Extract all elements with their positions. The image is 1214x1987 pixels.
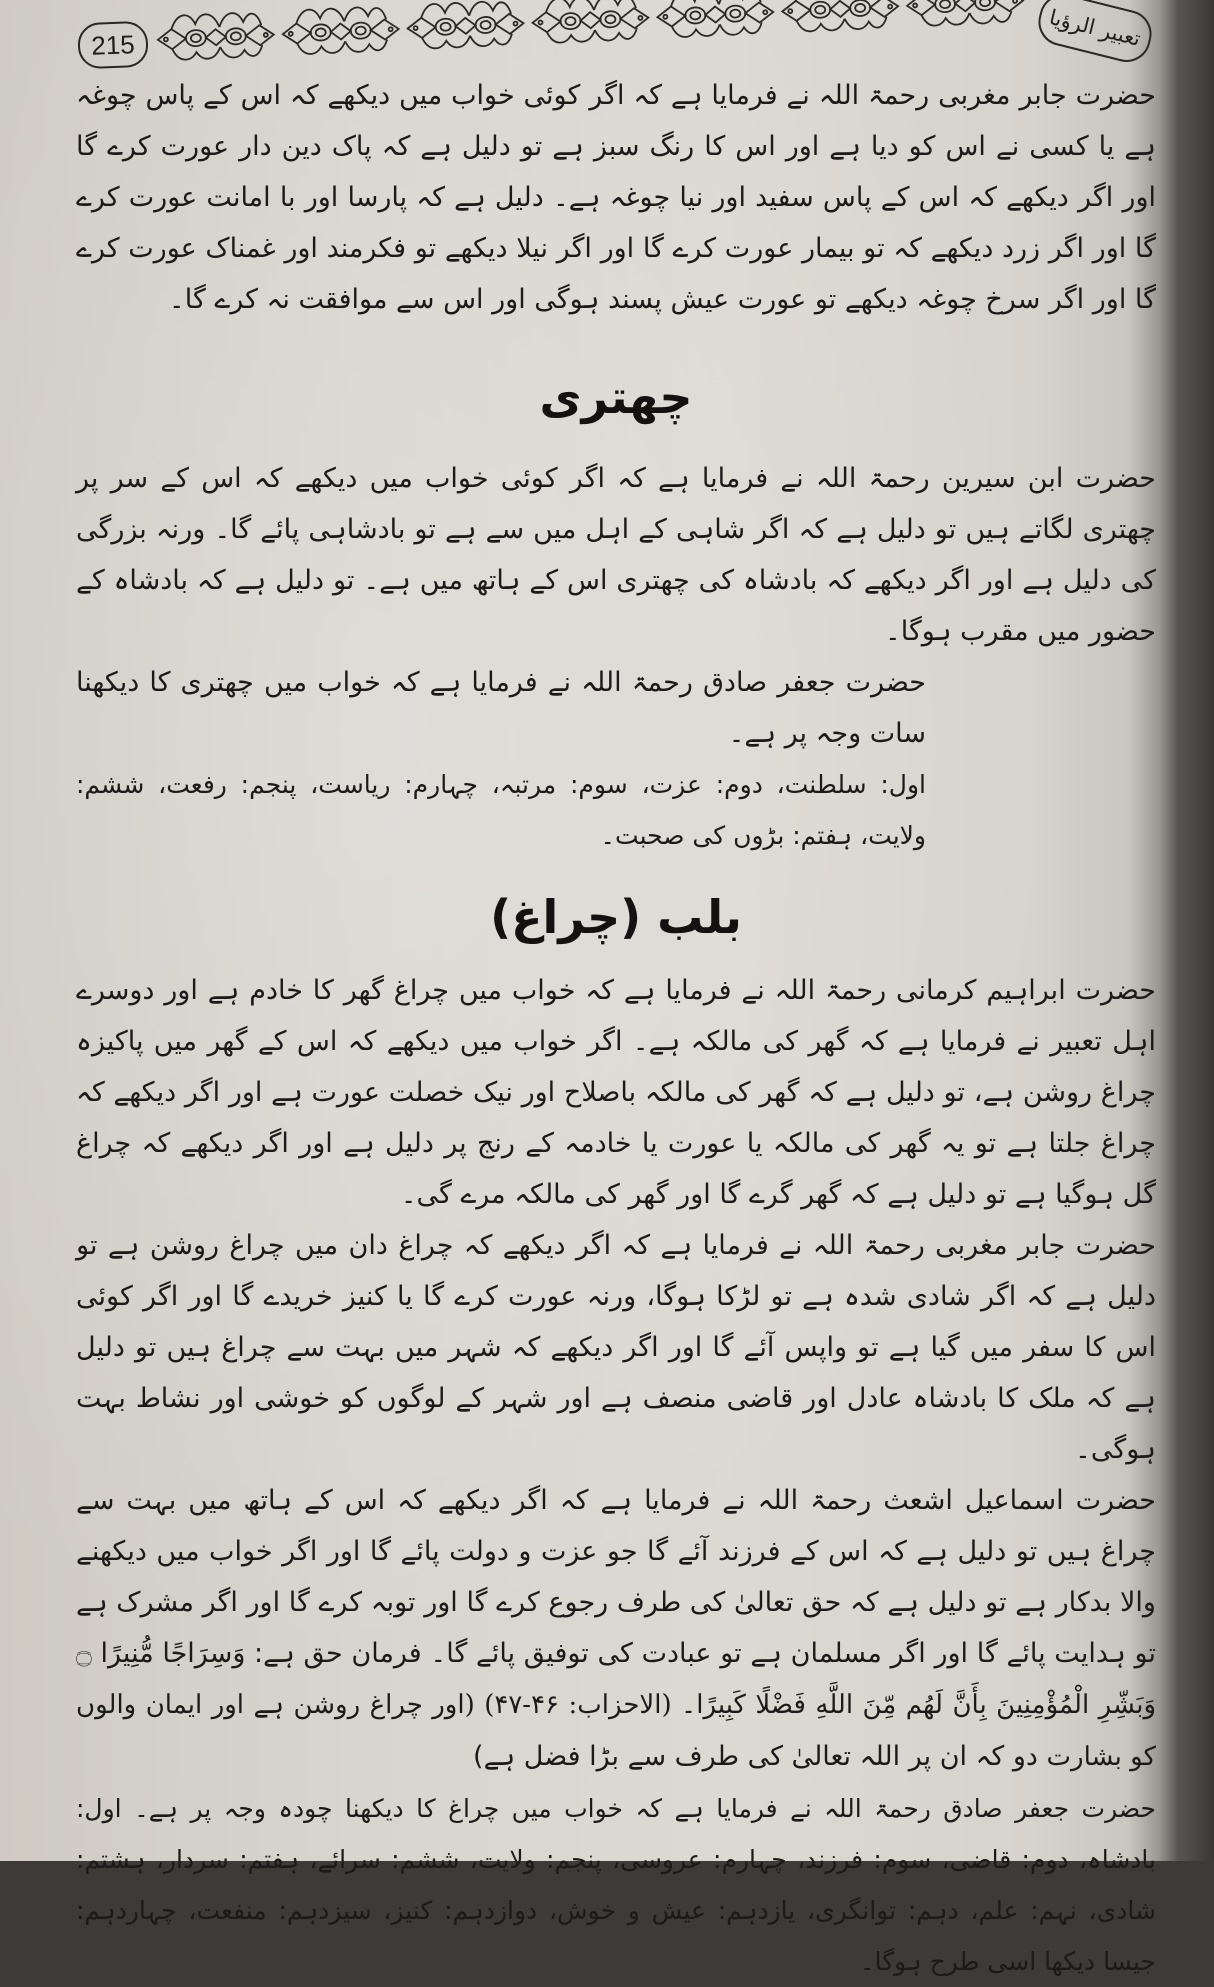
list-line: منفعت، چہاردہم: جیسا دیکھا اسی طرح ہوگا۔ <box>76 1896 1156 1976</box>
paragraph <box>76 1475 1156 1783</box>
text-line: با امانت عورت کرے گا اور اگر زرد دیکھے کہ تو بیمار عورت کرے گا اور اگر نیلا دیکھے تو فکرمند اور غمناک عورت کرے گا اور اگر سرخ چوغہ <box>76 182 1156 315</box>
list-line: اول: سلطنت، دوم: عزت، سوم: مرتبہ، چہارم: ریاست، پنجم: رفعت، ششم: ولایت، ہفتم: بڑوں کی صحبت۔ <box>76 770 926 850</box>
text-line: حضرت اسماعیل اشعث رحمۃ اللہ نے فرمایا ہے کہ اگر دیکھے کہ اس کے ہاتھ میں بہت سے چراغ ہیں تو دلیل ہے کہ اس کے فرزند <box>76 1485 1156 1567</box>
section-chhatri <box>76 347 1156 861</box>
text-line: کہ گھر گرے گا اور گھر کی مالکہ مرے گی۔ <box>400 1179 879 1210</box>
paragraph <box>76 70 1156 325</box>
text-line: حضرت جابر مغربی رحمۃ اللہ نے فرمایا ہے کہ اگر دیکھے کہ چراغ دان میں چراغ روشن ہے تو دلیل ہے کہ اگر شادی شدہ ہے تو لڑکا <box>76 1230 1156 1312</box>
text-line: حضرت جابر مغربی رحمۃ اللہ نے فرمایا ہے کہ اگر کوئی خواب میں دیکھے کہ اس کے پاس چوغہ ہے یا کسی نے اس کو دیا ہے اور اس کا <box>76 80 1156 162</box>
decorative-border-icon <box>152 0 1034 64</box>
text-line: حضرت ابراہیم کرمانی رحمۃ اللہ نے فرمایا ہے کہ خواب میں چراغ گھر کا خادم ہے اور دوسرے اہل تعبیر نے فرمایا ہے کہ گھر کی مالکہ <box>76 975 1156 1057</box>
text-line: رنگ سبز ہے تو دلیل ہے کہ پاک دین دار عورت کرے گا اور اگر دیکھے کہ اس کے پاس سفید اور نیا چوغہ ہے۔ دلیل ہے کہ پارسا اور <box>76 131 1156 213</box>
section-intro-continuation <box>76 70 1156 325</box>
text-line: اور اگر دیکھے کہ چراغ جلتا ہے تو یہ گھر کی مالکہ یا عورت یا خادمہ کے رنج پر دلیل ہے اور اگر دیکھے کہ چراغ گل ہوگیا ہے تو دلیل ہے <box>76 1077 1156 1210</box>
text-line: ہوگا، ورنہ عورت کرے گا یا کنیز خریدے گا اور اگر کوئی اس کا سفر میں گیا ہے تو واپس آئے گا اور اگر دیکھے کہ شہر میں بہت سے چراغ <box>76 1281 1157 1363</box>
paragraph <box>76 1783 1156 1987</box>
text-line: حضرت جعفر صادق رحمۃ اللہ نے فرمایا ہے کہ خواب میں چراغ کا دیکھنا چودہ وجہ پر ہے۔ اول: بادشاہ، دوم: قاضی، سوم: فرزند، <box>76 1794 1156 1874</box>
text-line: دو کہ ان پر اللہ تعالیٰ کی طرف سے بڑا فضل ہے) <box>473 1741 1038 1772</box>
section-heading: بلب (چراغ) <box>490 890 742 944</box>
text-line: ہے۔ اگر خواب میں دیکھے کہ اس کے گھر میں پاکیزہ چراغ روشن ہے، تو دلیل ہے کہ گھر کی مالکہ باصلاح اور نیک خصلت عورت ہے <box>76 1026 1156 1108</box>
list-line: چہارم: عروسی، پنجم: ولایت، ششم: سرائے، ہفتم: سردار، ہشتم: شادی، نہم: علم، دہم: توانگری، یازدہم: عیش و خوش، دوازدہم: کنیز، سیزدہم: <box>76 1845 1156 1925</box>
paragraph <box>76 1220 1156 1475</box>
section-heading: چھتری <box>539 370 693 424</box>
page-number: 215 <box>77 21 149 69</box>
text-line: حضرت ابن سیرین رحمۃ اللہ نے فرمایا ہے کہ اگر کوئی خواب میں دیکھے کہ اس کے سر پر چھتری لگاتے ہیں تو دلیل ہے کہ اگر شاہی <box>76 463 1156 545</box>
text-line: حضرت جعفر صادق رحمۃ اللہ نے فرمایا ہے کہ خواب میں چھتری کا دیکھنا سات وجہ پر ہے۔ <box>76 667 926 749</box>
text-line: دیکھے تو عورت عیش پسند ہوگی اور اس سے موافقت نہ کرے گا۔ <box>168 284 908 315</box>
quran-verse-line: وَبَشِّرِ الْمُؤْمِنِينَ بِأَنَّ لَهُم مِّنَ اللَّهِ فَضْلًا كَبِيرًا۔ (الاحزاب: ۴۶-۴۷) (اور چراغ روشن ہے اور ایمان والوں کو بشارت <box>76 1690 1156 1772</box>
text-line: آئے گا جو عزت و دولت پائے گا اور اگر خواب میں دیکھنے والا بدکار ہے تو دلیل ہے کہ حق تعالیٰ کی طرف رجوع کرے گا اور توبہ <box>76 1536 1156 1618</box>
section-bulb-chiragh <box>76 869 1156 1987</box>
text-line: ہے کہ بادشاہ کے حضور میں مقرب ہوگا۔ <box>76 565 1156 647</box>
book-title-badge: تعبیر الرؤیا <box>1033 0 1156 67</box>
text-line: ہیں تو دلیل ہے کہ ملک کا بادشاہ عادل اور قاضی منصف ہے اور شہر کے لوگوں کو خوشی اور نشاط بہت ہوگی۔ <box>76 1332 1156 1465</box>
page-header <box>0 0 1214 70</box>
paragraph <box>76 965 1156 1220</box>
paragraph <box>76 657 1156 861</box>
text-line: کرے گا اور اگر مشرک ہے تو ہدایت پائے گا اور اگر مسلمان ہے تو عبادت کی توفیق پائے گا۔ فرمان حق ہے: وَسِرَاجًا مُّنِيرًا ۝ <box>76 1587 1156 1669</box>
page-content <box>76 70 1156 1987</box>
text-line: کے اہل میں سے ہے تو بادشاہی پائے گا۔ ورنہ بزرگی کی دلیل ہے اور اگر دیکھے کہ بادشاہ کی چھتری اس کے ہاتھ میں ہے۔ تو دلیل <box>76 514 1156 596</box>
paragraph <box>76 453 1156 657</box>
